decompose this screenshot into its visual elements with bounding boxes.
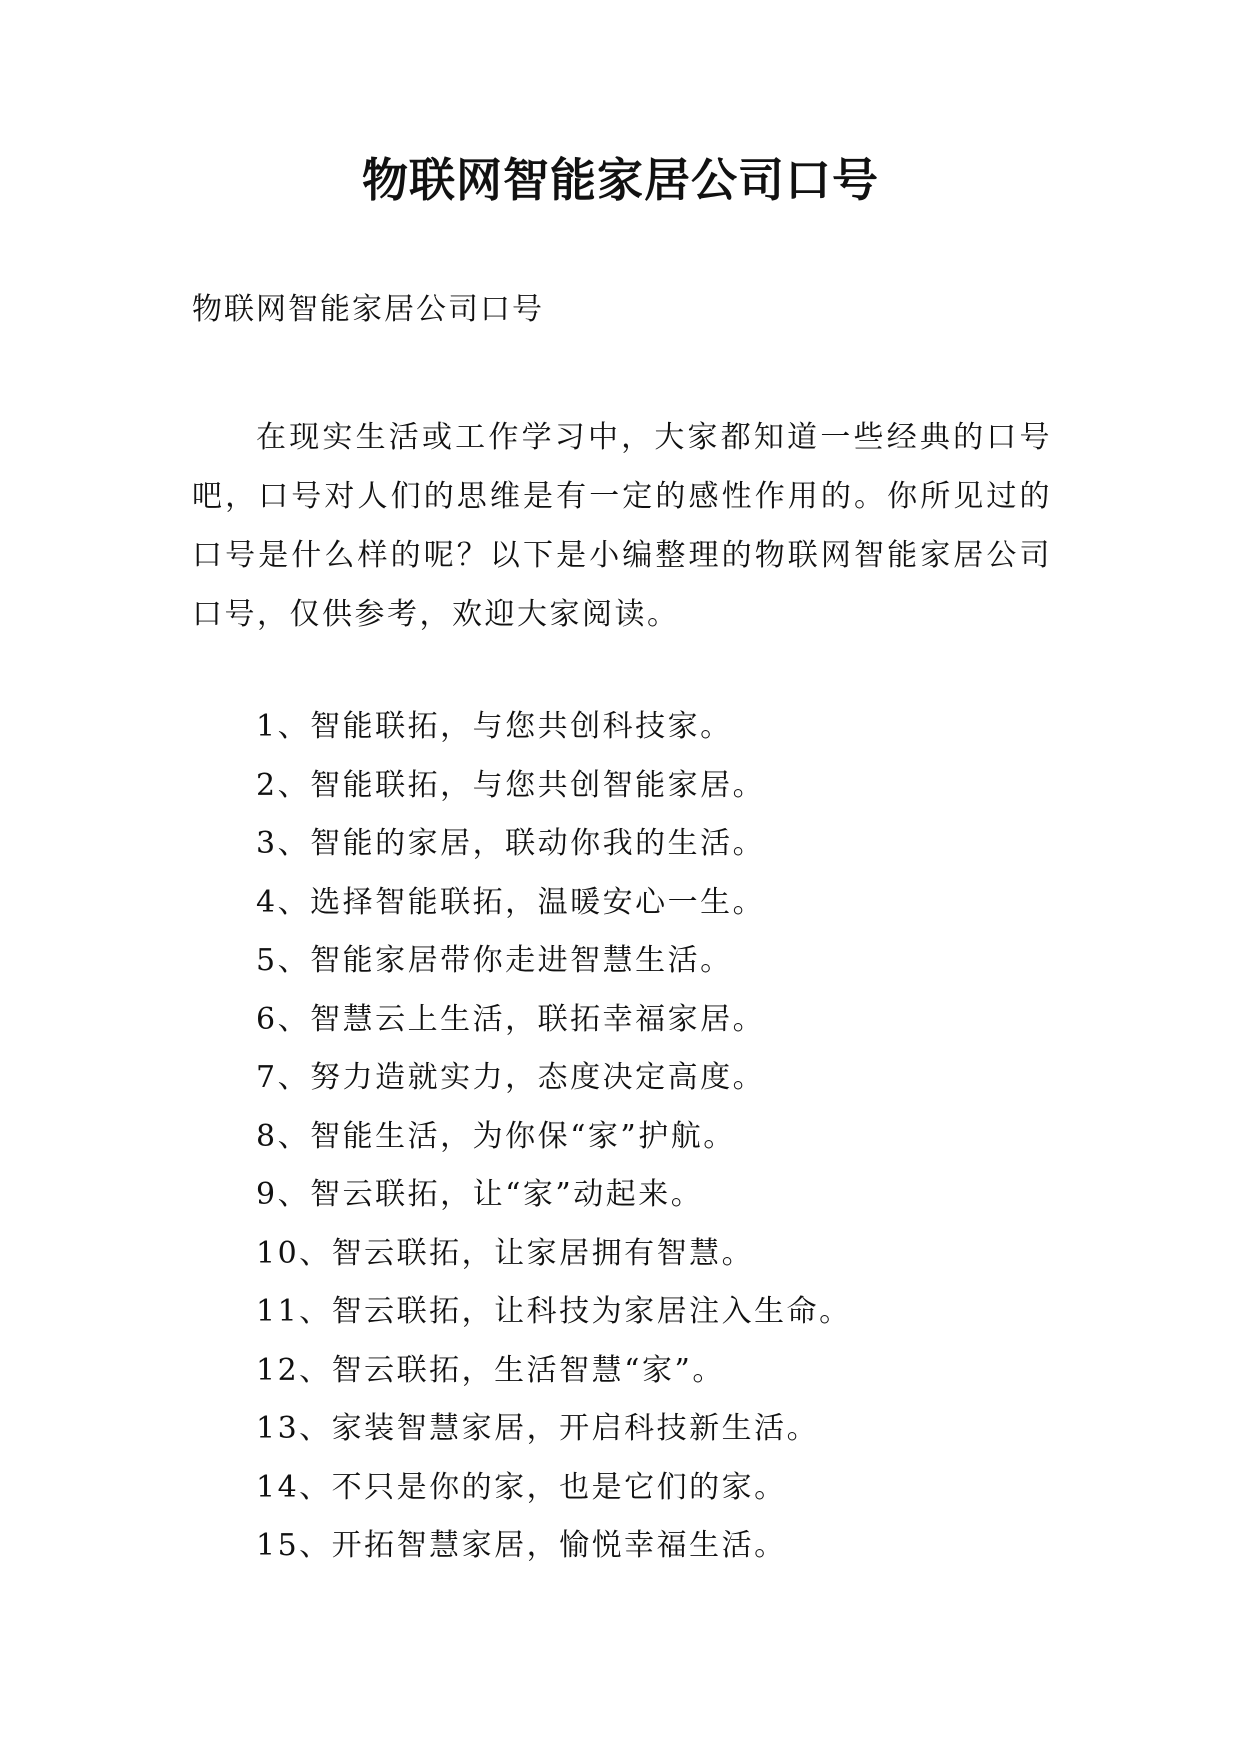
list-item: 1、智能联拓，与您共创科技家。 bbox=[256, 709, 733, 744]
list-item: 13、家装智慧家居，开启科技新生活。 bbox=[256, 1411, 820, 1446]
list-item: 14、不只是你的家，也是它们的家。 bbox=[256, 1469, 787, 1505]
intro-paragraph: 在现实生活或工作学习中，大家都知道一些经典的口号吧，口号对人们的思维是有一定的感性作用的。你所见过的口号是什么样的呢？以下是小编整理的物联网智能家居公司口号，仅供参考，欢迎大家阅读。 bbox=[192, 420, 1052, 632]
list-item: 3、智能的家居，联动你我的生活。 bbox=[256, 826, 766, 861]
list-item: 9、智云联拓，让“家”动起来。 bbox=[256, 1177, 704, 1212]
list-item: 10、智云联拓，让家居拥有智慧。 bbox=[256, 1235, 755, 1271]
list-item: 4、选择智能联拓，温暖安心一生。 bbox=[256, 884, 766, 920]
list-item: 15、开拓智慧家居，愉悦幸福生活。 bbox=[256, 1528, 787, 1563]
list-item: 6、智慧云上生活，联拓幸福家居。 bbox=[256, 1001, 766, 1037]
list-item: 8、智能生活，为你保“家”护航。 bbox=[256, 1118, 736, 1154]
list-item: 12、智云联拓，生活智慧“家”。 bbox=[256, 1352, 725, 1388]
list-item: 5、智能家居带你走进智慧生活。 bbox=[256, 943, 733, 978]
document-subtitle: 物联网智能家居公司口号 bbox=[192, 292, 544, 327]
list-item: 11、智云联拓，让科技为家居注入生命。 bbox=[256, 1294, 852, 1329]
page-title: 物联网智能家居公司口号 bbox=[362, 153, 879, 207]
slogan-list bbox=[256, 698, 852, 1576]
list-item: 7、努力造就实力，态度决定高度。 bbox=[256, 1060, 766, 1095]
list-item: 2、智能联拓，与您共创智能家居。 bbox=[256, 767, 766, 803]
